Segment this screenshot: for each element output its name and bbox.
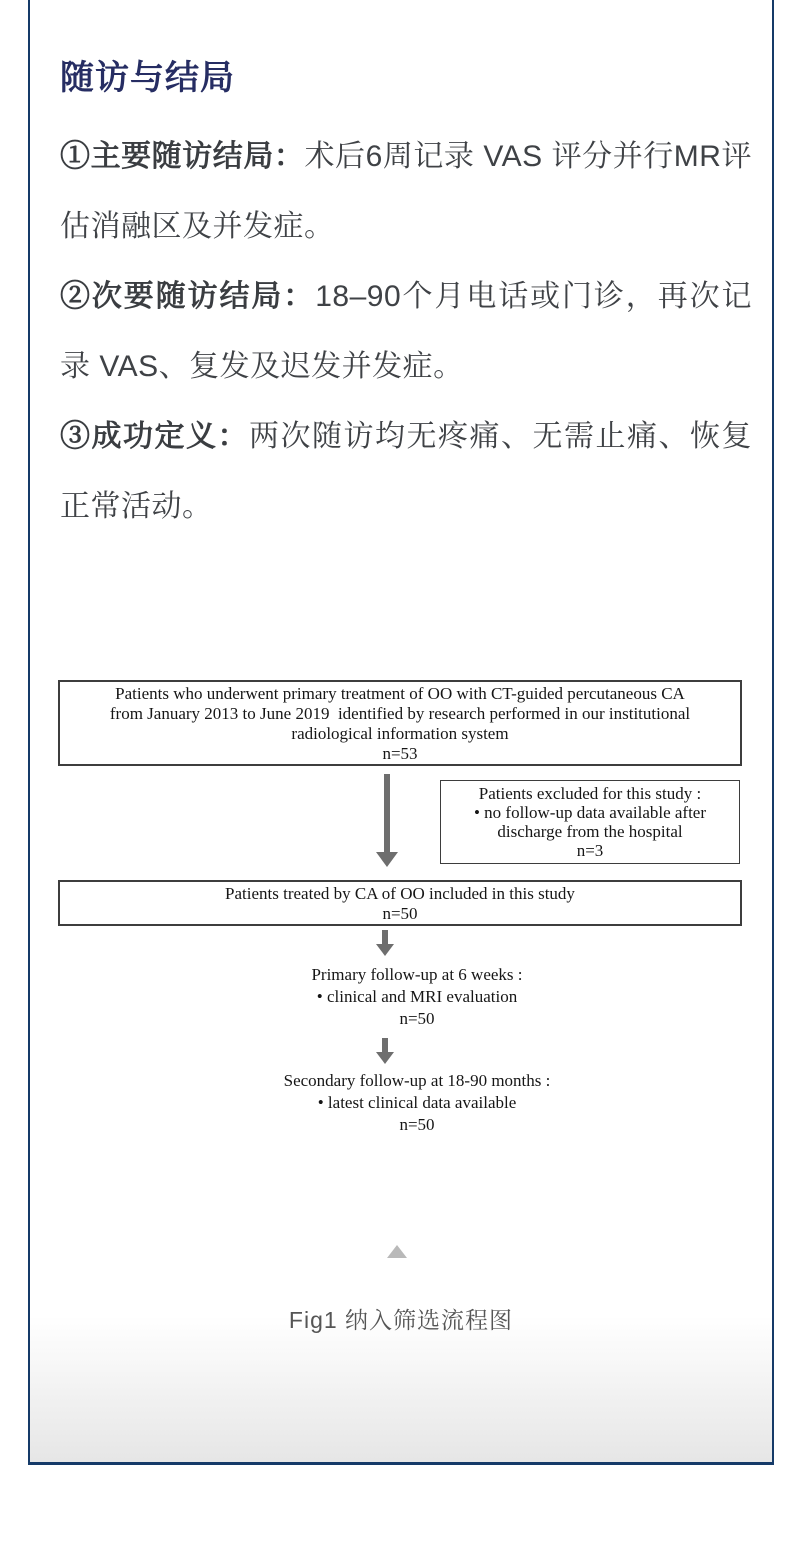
arrow-stem: [382, 1038, 388, 1052]
paragraph-text: 两次随访均无疼痛、无需止痛、恢复正常活动。: [60, 420, 752, 523]
paragraph-label: 成功定义：: [91, 420, 249, 453]
flowchart-bullet-line: • latest clinical data available: [317, 1093, 517, 1112]
section-title: 随访与结局: [60, 59, 235, 97]
flowchart-text-line: from January 2013 to June 2019 identified by research performed in our institutional: [109, 704, 691, 723]
flowchart-text-line: discharge from the hospital: [497, 822, 683, 841]
flowchart-step-primary-followup: [217, 964, 617, 1030]
arrow-stem: [382, 930, 388, 944]
item-number-3: ③: [60, 420, 92, 453]
flowchart-bullet-line: • clinical and MRI evaluation: [316, 987, 518, 1006]
figure-caption: Fig1 纳入筛选流程图: [288, 1307, 514, 1333]
paragraph-label: 主要随访结局：: [90, 140, 305, 173]
flowchart-count-label: n=50: [382, 904, 418, 923]
flowchart-box-included: [58, 880, 742, 926]
paragraph-primary-outcome: [60, 122, 752, 262]
flowchart-bullet-line: • no follow-up data available after: [473, 803, 707, 822]
down-arrow-icon: [376, 930, 394, 956]
article-content: [30, 0, 772, 1462]
flowchart-figure[interactable]: [30, 680, 772, 1150]
paragraph-secondary-outcome: [60, 262, 752, 402]
paragraph-text: 术后6周记录 VAS 评分并行MR评估消融区及并发症。: [60, 140, 753, 243]
flowchart-count-label: n=50: [399, 1009, 435, 1028]
collapse-triangle-icon: [387, 1245, 407, 1258]
flowchart-text-line: Patients who underwent primary treatment of OO with CT-guided percutaneous CA: [115, 684, 685, 703]
arrow-stem: [384, 774, 390, 852]
flowchart-count-label: n=50: [399, 1115, 435, 1134]
arrow-head: [376, 944, 394, 956]
paragraph-success-definition: [60, 402, 752, 542]
flowchart-box-initial-cohort: [58, 680, 742, 766]
item-number-1: ①: [60, 140, 91, 173]
paragraph-text: 18–90个月电话或门诊，再次记录 VAS、复发及迟发并发症。: [60, 280, 753, 383]
flowchart-count-label: n=53: [382, 744, 418, 763]
flowchart-text-line: radiological information system: [291, 724, 509, 743]
article-card: [28, 0, 774, 1465]
arrow-head: [376, 1052, 394, 1064]
item-number-2: ②: [60, 280, 92, 313]
down-arrow-icon: [376, 774, 398, 867]
flowchart-text-line: Secondary follow-up at 18-90 months :: [283, 1071, 551, 1090]
flowchart-text-line: Patients excluded for this study :: [478, 784, 702, 803]
flowchart-count-label: n=3: [576, 841, 604, 860]
paragraph-label: 次要随访结局：: [91, 280, 316, 313]
arrow-head: [376, 852, 398, 867]
flowchart-step-secondary-followup: [217, 1070, 617, 1136]
flowchart-text-line: Patients treated by CA of OO included in this study: [225, 884, 575, 903]
section-body: [60, 122, 752, 542]
down-arrow-icon: [376, 1038, 394, 1064]
flowchart-text-line: Primary follow-up at 6 weeks :: [311, 965, 523, 984]
flowchart-box-excluded: [440, 780, 740, 864]
